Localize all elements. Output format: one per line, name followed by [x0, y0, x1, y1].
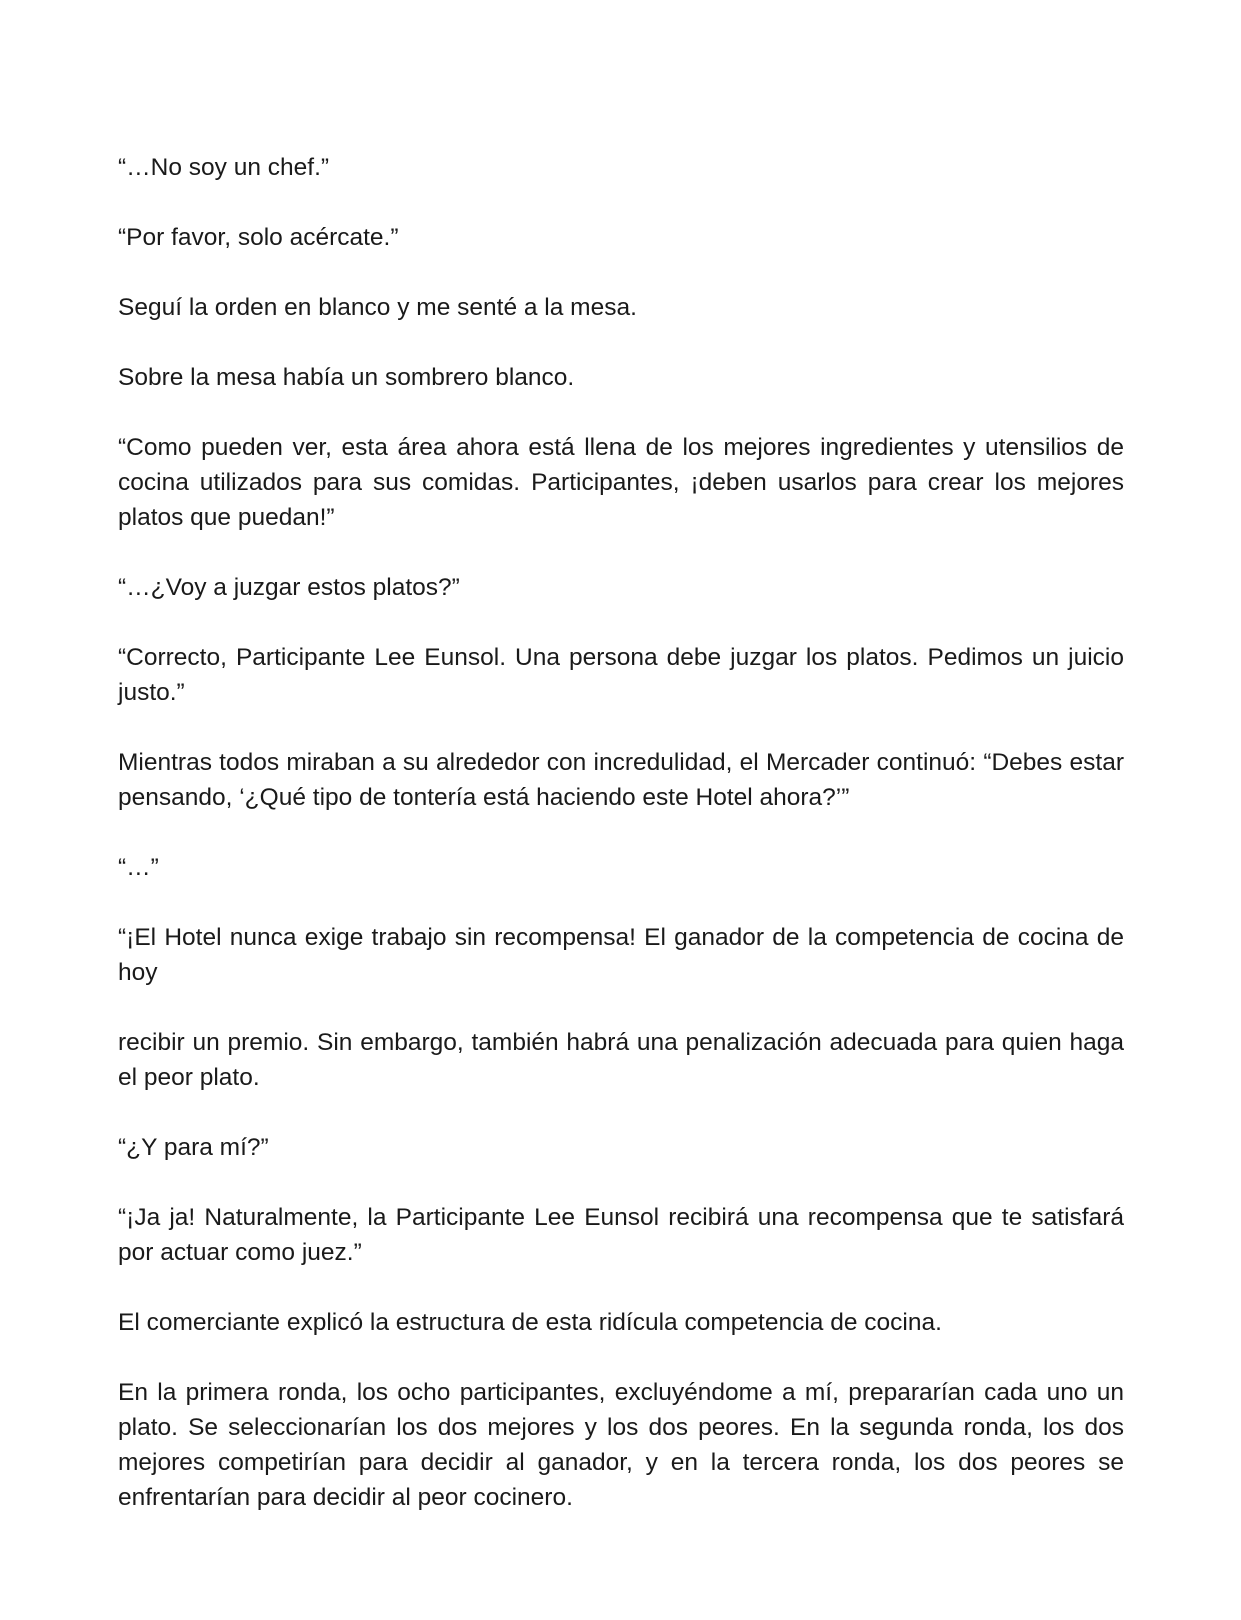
- paragraph-3: Seguí la orden en blanco y me senté a la mesa.: [118, 294, 637, 321]
- paragraph-7: “Correcto, Participante Lee Eunsol. Una persona debe juzgar los platos. Pedimos un juicio justo.”: [118, 644, 1124, 706]
- paragraph-2: “Por favor, solo acércate.”: [118, 224, 399, 251]
- paragraph-8: Mientras todos miraban a su alrededor con incredulidad, el Mercader continuó: “Debes estar pensando, ‘¿Qué tipo de tontería está haciendo este Hotel ahora?’”: [118, 749, 1124, 811]
- paragraph-1: “…No soy un chef.”: [118, 154, 330, 181]
- paragraph-9: “…”: [118, 854, 159, 881]
- paragraph-14: El comerciante explicó la estructura de esta ridícula competencia de cocina.: [118, 1309, 942, 1336]
- paragraph-13: “¡Ja ja! Naturalmente, la Participante Lee Eunsol recibirá una recompensa que te satisfará por actuar como juez.”: [118, 1204, 1124, 1266]
- paragraph-10: “¡El Hotel nunca exige trabajo sin recompensa! El ganador de la competencia de cocina de hoy: [118, 924, 1124, 986]
- paragraph-4: Sobre la mesa había un sombrero blanco.: [118, 364, 575, 391]
- paragraph-15: En la primera ronda, los ocho participantes, excluyéndome a mí, prepararían cada uno un plato. Se seleccionarían los dos mejores y los dos peores. En la segunda ronda, los dos mejores competirían para decidir al ganador, y en la tercera ronda, los dos peores se enfrentarían para decidir al peor cocinero.: [118, 1379, 1124, 1511]
- document-page: [118, 150, 1124, 1550]
- paragraph-6: “…¿Voy a juzgar estos platos?”: [118, 574, 460, 601]
- paragraph-11: recibir un premio. Sin embargo, también habrá una penalización adecuada para quien haga el peor plato.: [118, 1029, 1124, 1091]
- paragraph-12: “¿Y para mí?”: [118, 1134, 269, 1161]
- paragraph-5: “Como pueden ver, esta área ahora está llena de los mejores ingredientes y utensilios de cocina utilizados para sus comidas. Participantes, ¡deben usarlos para crear los mejores platos que puedan!”: [118, 434, 1124, 531]
